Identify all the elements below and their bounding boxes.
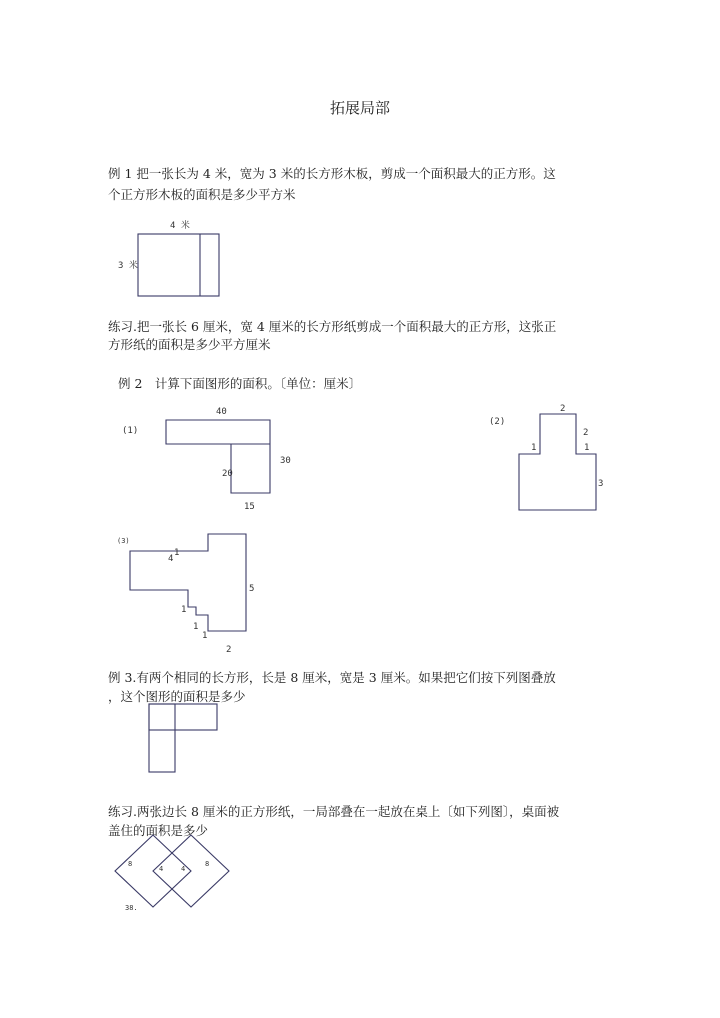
example2-figure1-label-right: 30 — [280, 456, 291, 466]
example2-figure3-label-e: 1 — [202, 631, 208, 641]
example3-text-line2: ，这个图形的面积是多少 — [108, 689, 246, 704]
example2-figure1-label-top: 40 — [216, 407, 227, 417]
example2-figure3-outline — [130, 534, 246, 631]
example2-figure3-label-a: 1 — [174, 548, 180, 558]
practice1-text-line2: 方形纸的面积是多少平方厘米 — [108, 337, 271, 352]
example3-horizontal-rectangle — [149, 704, 217, 730]
practice2-text-line2: 盖住的面积是多少 — [108, 823, 209, 838]
practice2-figure — [115, 835, 229, 912]
practice2-label-inner-right: 4 — [181, 865, 186, 873]
practice2-label-left: 8 — [128, 860, 133, 868]
example2-figure2-label-right-upper: 2 — [583, 428, 589, 438]
example1-text-line2: 个正方形木板的面积是多少平方米 — [108, 187, 296, 202]
example2-figure2-label-left-step: 1 — [531, 443, 537, 453]
example2-figure3-label-d: 1 — [193, 622, 199, 632]
example2-figure3 — [117, 534, 254, 655]
example2-figure3-label-c: 1 — [181, 605, 187, 615]
example1-label-left: 3 米 — [118, 261, 138, 271]
example1-rectangle — [138, 234, 219, 296]
example2-figure2 — [489, 404, 603, 510]
practice1-text-line1: 练习.把一张长 6 厘米，宽 4 厘米的长方形纸剪成一个面积最大的正方形，这张正 — [108, 319, 557, 334]
practice2-label-right: 8 — [205, 860, 210, 868]
practice2-text-line1: 练习.两张边长 8 厘米的正方形纸，一局部叠在一起放在桌上〔如下列图〕，桌面被 — [108, 804, 560, 819]
example1-text-line1: 例 1 把一张长为 4 米，宽为 3 米的长方形木板，剪成一个面积最大的正方形。这 — [108, 166, 556, 181]
example2-figure3-label-bottom: 2 — [226, 645, 232, 655]
example2-figure3-marker: (3) — [117, 537, 130, 545]
example1-label-top: 4 米 — [170, 221, 190, 231]
page-title: 拓展局部 — [329, 99, 390, 117]
example2-heading: 例 2 计算下面图形的面积。〔单位：厘米〕 — [118, 376, 362, 391]
example2-figure1-outline — [166, 420, 270, 493]
practice2-label-inner-left: 4 — [159, 865, 164, 873]
practice2-caption: 38. — [125, 904, 138, 912]
example1-figure — [118, 219, 219, 296]
example2-figure3-label-b: 4 — [168, 554, 174, 564]
example2-figure2-marker: (2) — [489, 417, 506, 427]
example2-figure2-label-top: 2 — [560, 404, 566, 414]
example2-figure1-label-bottom: 15 — [244, 502, 255, 512]
example3-figure — [149, 704, 217, 772]
example2-figure2-label-right-step: 1 — [584, 443, 590, 453]
example2-figure1-marker: (1) — [122, 426, 139, 436]
example2-figure2-label-right-lower: 3 — [598, 479, 604, 489]
example3-text-line1: 例 3.有两个相同的长方形，长是 8 厘米，宽是 3 厘米。如果把它们按下列图叠放 — [108, 670, 556, 685]
example2-figure1-label-inner: 20 — [222, 469, 233, 479]
example3-vertical-rectangle — [149, 704, 175, 772]
example2-figure3-label-right: 5 — [249, 584, 255, 594]
example2-figure1 — [122, 407, 291, 512]
